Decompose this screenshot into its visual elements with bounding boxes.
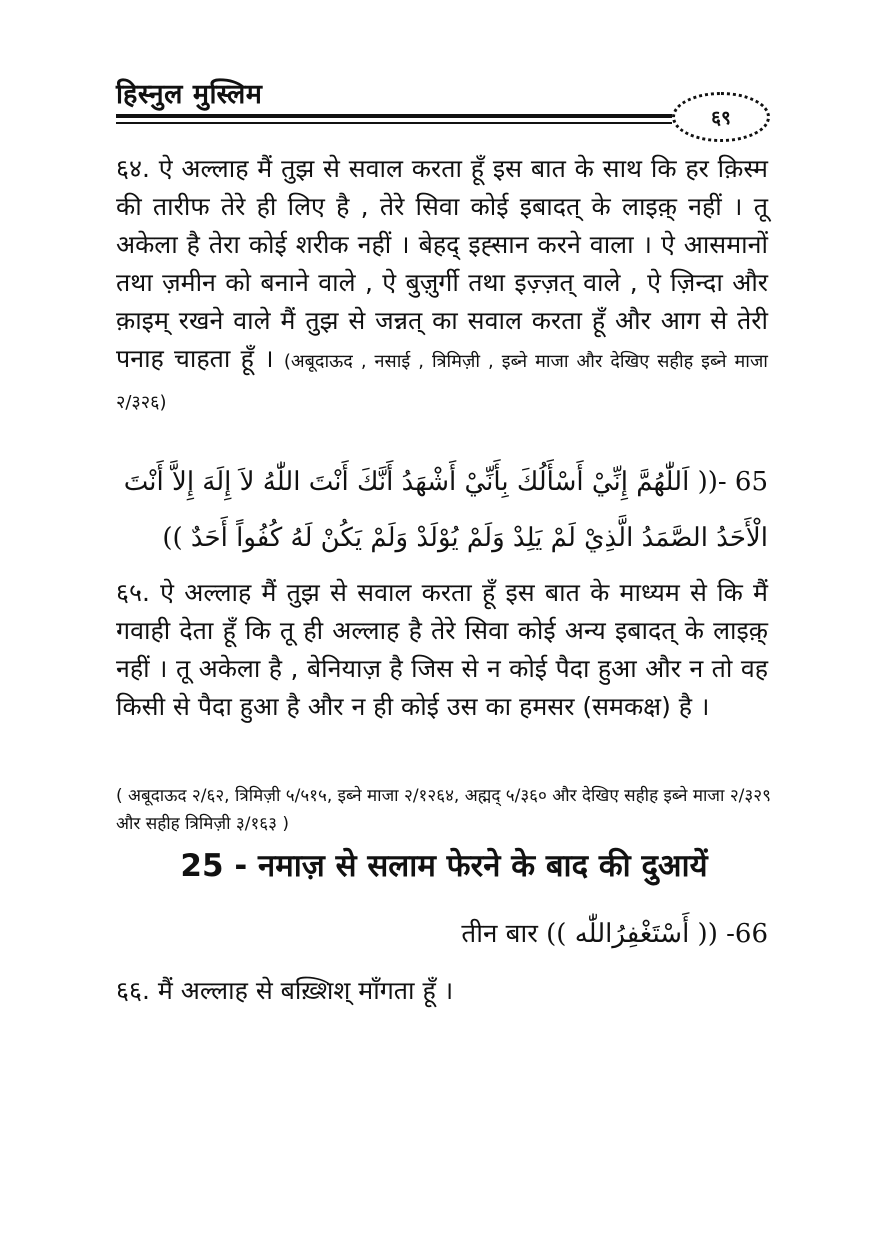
section-heading: 25 - नमाज़ से सलाम फेरने के बाद की दुआयें: [180, 848, 708, 884]
header-rule-thick: [116, 114, 672, 118]
dua-64-reference: (अबूदाऊद , नसाई , त्रिमिज़ी , इब्ने माजा और देखिए सहीह इब्ने माजा २/३२६): [116, 351, 768, 413]
dua-65-reference: ( अबूदाऊद २/६२, त्रिमिज़ी ५/५१५, इब्ने माजा २/१२६४, अह्मद् ५/३६० और देखिए सहीह इब्ने माजा २/३२९ और सहीह त्रिमिज़ी ३/१६३ ): [116, 786, 771, 834]
book-title: हिस्नुल मुस्लिम: [116, 79, 263, 110]
dua-65-translation: ६५. ऐ अल्लाह मैं तुझ से सवाल करता हूँ इस बात के माध्यम से कि मैं गवाही देता हूँ कि तू ही अल्लाह है तेरे सिवा कोई अन्य इबादत् के लाइक़् नहीं । तू अकेला है , बेनियाज़ है जिस से न कोई पैदा हुआ और न तो वह किसी से पैदा हुआ है और न ही कोई उस का हमसर (समकक्ष) है ।: [116, 578, 768, 721]
dua-64-text: ६४. ऐ अल्लाह मैं तुझ से सवाल करता हूँ इस बात के साथ कि हर क़िस्म की तारीफ तेरे ही लिए है , तेरे सिवा कोई इबादत् के लाइक़् नहीं । तू अकेला है तेरा कोई शरीक नहीं । बेहद् इह्सान करने वाला । ऐ आसमानों तथा ज़मीन को बनाने वाले , ऐ बुज़ुर्गी तथा इज़्ज़त् वाले , ऐ ज़िन्दा और क़ाइम् रखने वाले मैं तुझ से जन्नत् का सवाल करता हूँ और आग से तेरी पनाह चाहता हूँ ।: [116, 154, 768, 373]
dua-64-translation: [116, 150, 768, 422]
dua-66-arabic: 66- (( أَسْتَغْفِرُاللّٰه )) तीन बार: [461, 919, 768, 949]
page-number: ६९: [711, 107, 731, 129]
dua-65-arabic: 65 -(( اَللّٰهُمَّ إِنِّيْ أَسْأَلُكَ بِأَنِّيْ أَشْهَدُ أَنَّكَ أَنْتَ اللّٰهُ لاَ إِلَهَ إِلاَّ أَنْتَ الْأَحَدُ الصَّمَدُ الَّذِيْ لَمْ يَلِدْ وَلَمْ يُوْلَدْ وَلَمْ يَكُنْ لَهُ كُفُواً أَحَدٌ )): [123, 467, 768, 553]
page-number-badge: [672, 92, 770, 142]
dua-66-translation: ६६. मैं अल्लाह से बख़्शिश् माँगता हूँ ।: [116, 976, 454, 1005]
header-rule-thin: [116, 122, 672, 124]
